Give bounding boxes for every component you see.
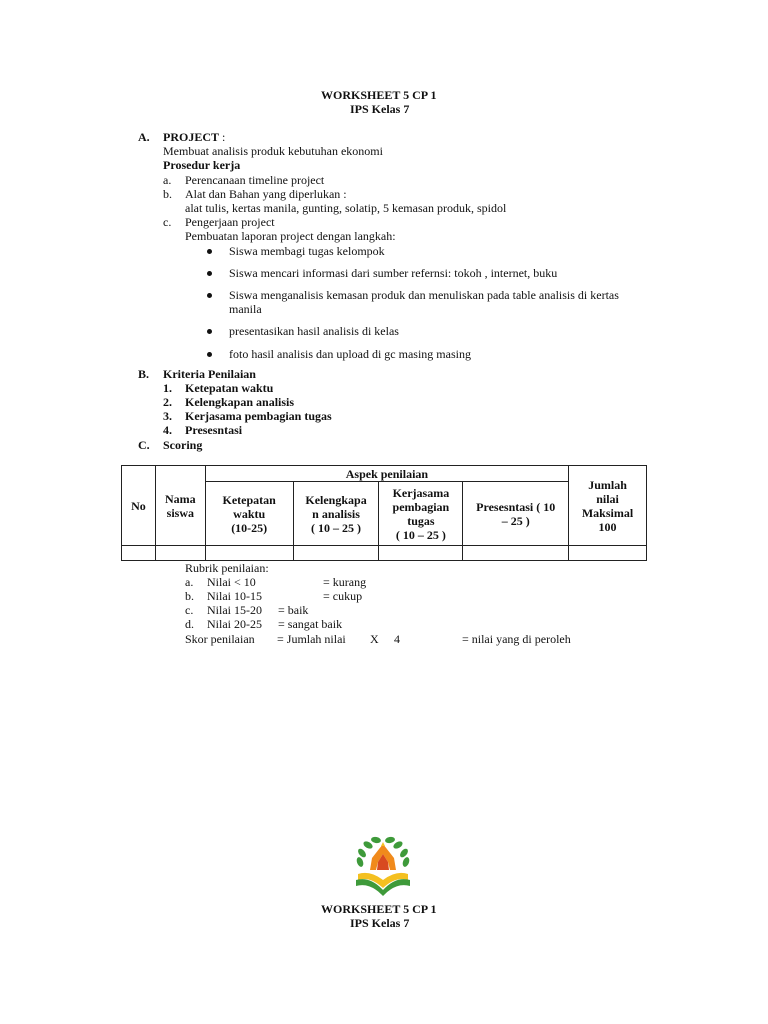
header-nama-line: siswa — [166, 505, 194, 520]
rubrik-label: Nilai 20-25 — [207, 617, 262, 631]
header-kerjasama — [379, 482, 463, 546]
formula-factor: 4 — [394, 632, 400, 646]
header-jumlah-line: Jumlah — [588, 477, 627, 492]
worksheet-title: WORKSHEET 5 CP 1 — [321, 88, 437, 102]
header-line: ( 10 – 25 ) — [395, 527, 446, 542]
section-a-heading — [163, 130, 225, 145]
footer-subtitle: IPS Kelas 7 — [350, 916, 410, 930]
step-text-c: Pengerjaan project — [185, 215, 275, 229]
table-cell[interactable] — [155, 546, 205, 561]
header-no: No — [122, 466, 156, 546]
rubrik-label: Nilai < 10 — [207, 575, 256, 589]
step-text-a: Perencanaan timeline project — [185, 173, 325, 187]
rubrik-result: = cukup — [323, 589, 363, 603]
header-ketepatan-waktu — [205, 482, 293, 546]
section-a-heading-text: PROJECT — [163, 130, 220, 144]
rubrik-result: = kurang — [323, 575, 367, 589]
rubrik-marker: b. — [185, 589, 194, 603]
bullet-item: presentasikan hasil analisis di kelas — [229, 324, 399, 338]
formula-multiply: X — [370, 632, 379, 646]
procedure-title: Prosedur kerja — [163, 158, 241, 172]
rubrik-marker: d. — [185, 617, 194, 631]
header-line: – 25 ) — [501, 513, 530, 528]
table-cell[interactable] — [122, 546, 156, 561]
header-line: ( 10 – 25 ) — [311, 520, 362, 535]
header-jumlah-line: Maksimal — [581, 505, 634, 520]
header-line: n analisis — [312, 506, 360, 521]
rubrik-title: Rubrik penilaian: — [185, 561, 269, 575]
footer-title: WORKSHEET 5 CP 1 — [321, 902, 437, 916]
header-nama-line: Nama — [165, 491, 196, 506]
bullet-item: Siswa mencari informasi dari sumber refernsi: tokoh , internet, buku — [229, 266, 558, 280]
table-cell[interactable] — [205, 546, 293, 561]
header-aspek-penilaian: Aspek penilaian — [205, 466, 568, 482]
criteria-text: Presesntasi — [185, 423, 243, 437]
table-cell[interactable] — [463, 546, 569, 561]
section-b-letter: B. — [138, 367, 150, 381]
step-marker-c: c. — [163, 215, 172, 229]
step-marker-b: b. — [163, 187, 172, 201]
bullet-item: Siswa menganalisis kemasan produk dan menuliskan pada table analisis di kertas — [229, 288, 619, 302]
header-kelengkapan-analisis — [293, 482, 379, 546]
table-cell[interactable] — [379, 546, 463, 561]
criteria-num: 1. — [163, 381, 172, 395]
section-a-heading-colon: : — [219, 130, 226, 144]
header-presentasi — [463, 482, 569, 546]
header-line: tugas — [407, 513, 435, 528]
worksheet-subtitle: IPS Kelas 7 — [350, 102, 410, 116]
header-jumlah-line: 100 — [598, 519, 617, 534]
rubrik-marker: a. — [185, 575, 194, 589]
section-b-heading: Kriteria Penilaian — [163, 367, 256, 381]
criteria-num: 3. — [163, 409, 172, 423]
header-jumlah-nilai — [569, 466, 647, 546]
header-nama-siswa — [155, 466, 205, 546]
criteria-text: Ketepatan waktu — [185, 381, 274, 395]
step-marker-a: a. — [163, 173, 172, 187]
criteria-text: Kelengkapan analisis — [185, 395, 295, 409]
bullet-item: Siswa membagi tugas kelompok — [229, 244, 385, 258]
step-text-b: Alat dan Bahan yang diperlukan : — [185, 187, 347, 201]
table-cell[interactable] — [569, 546, 647, 561]
rubrik-label: Nilai 10-15 — [207, 589, 262, 603]
rubrik-marker: c. — [185, 603, 194, 617]
scoring-table — [121, 465, 647, 561]
criteria-num: 2. — [163, 395, 172, 409]
criteria-num: 4. — [163, 423, 172, 437]
header-line: Kerjasama — [392, 485, 450, 500]
header-line: Kelengkapa — [305, 492, 367, 507]
header-line: pembagian — [392, 499, 450, 514]
table-row — [122, 546, 647, 561]
header-line: Presesntasi ( 10 — [476, 499, 556, 514]
header-line: (10-25) — [231, 520, 268, 535]
rubrik-label: Nilai 15-20 — [207, 603, 262, 617]
section-a-description: Membuat analisis produk kebutuhan ekonomi — [163, 144, 383, 158]
criteria-text: Kerjasama pembagian tugas — [185, 409, 332, 423]
step-text-b-detail: alat tulis, kertas manila, gunting, solatip, 5 kemasan produk, spidol — [185, 201, 507, 215]
bullet-item: foto hasil analisis dan upload di gc masing masing — [229, 347, 471, 361]
section-c-letter: C. — [138, 438, 150, 452]
school-logo-icon — [352, 836, 414, 896]
step-text-c-detail: Pembuatan laporan project dengan langkah: — [185, 229, 396, 243]
bullet-item-continuation: manila — [229, 302, 262, 316]
table-cell[interactable] — [293, 546, 379, 561]
rubrik-result: = baik — [278, 603, 309, 617]
section-a-letter: A. — [138, 130, 150, 144]
rubrik-result: = sangat baik — [278, 617, 343, 631]
header-line: Ketepatan — [222, 492, 276, 507]
formula-jumlah: = Jumlah nilai — [277, 632, 346, 646]
section-c-heading: Scoring — [163, 438, 203, 452]
formula-result: = nilai yang di peroleh — [462, 632, 571, 646]
header-jumlah-line: nilai — [596, 491, 619, 506]
formula-label: Skor penilaian — [185, 632, 255, 646]
header-line: waktu — [233, 506, 266, 521]
